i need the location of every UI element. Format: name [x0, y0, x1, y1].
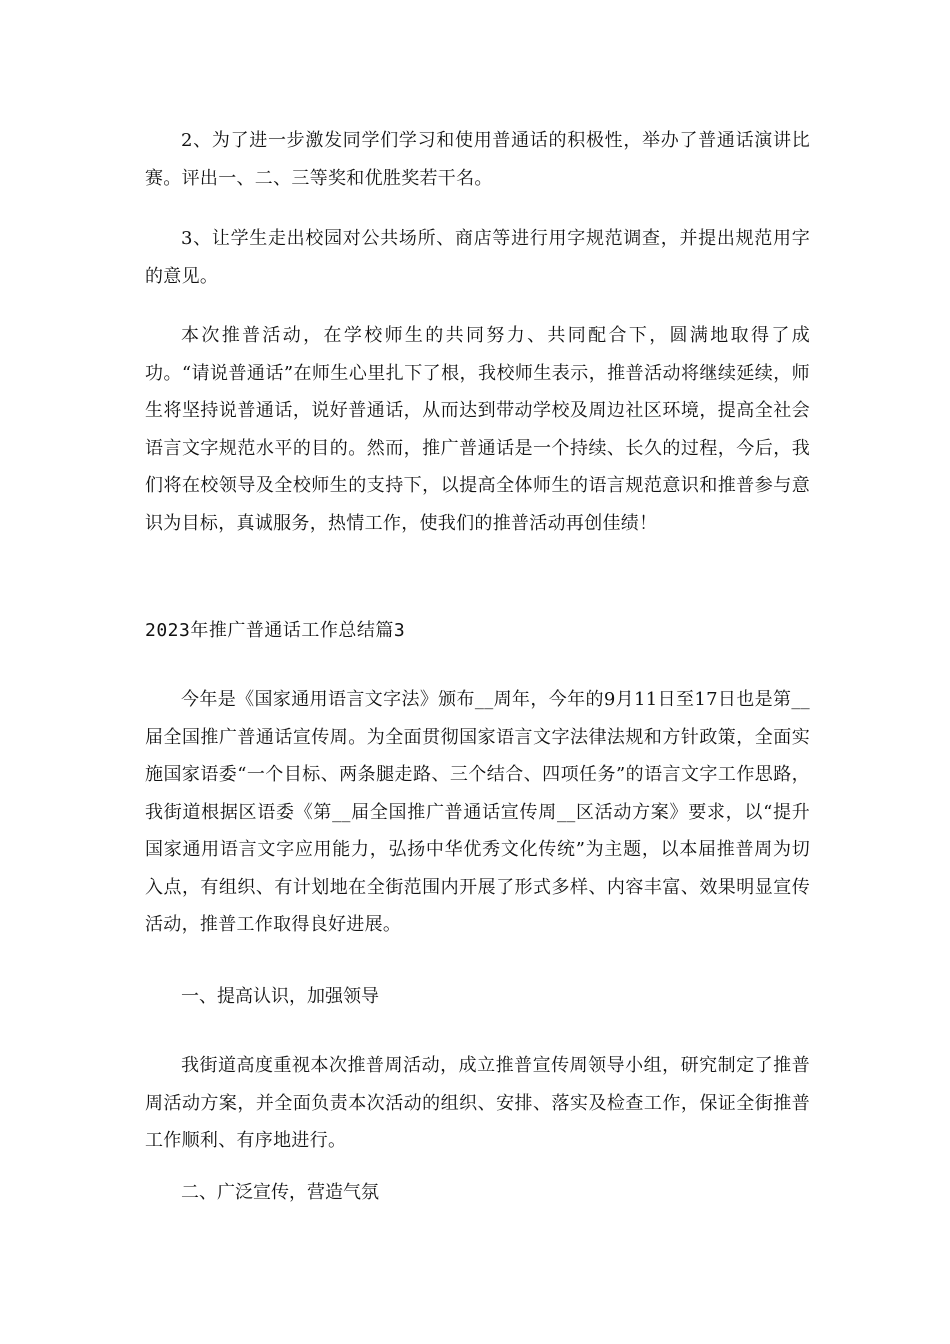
section-title: 2023年推广普通话工作总结篇3 — [145, 620, 406, 641]
paragraph-intro: 今年是《国家通用语言文字法》颁布__周年，今年的9月11日至17日也是第__届全国推广普通话宣传周。为全面贯彻国家语言文字法律法规和方针政策，全面实施国家语委“一个目标、两条腿走路、三个结合、四项任务”的语言文字工作思路，我街道根据区语委《第__届全国推广普通话宣传周__区活动方案》要求，以“提升国家通用语言文字应用能力，弘扬中华优秀文化传统”为主题，以本届推普周为切入点，有组织、有计划地在全街范围内开展了形式多样、内容丰富、效果明显宣传活动，推普工作取得良好进展。 — [145, 689, 810, 935]
paragraph-item-3: 3、让学生走出校园对公共场所、商店等进行用字规范调查，并提出规范用字的意见。 — [145, 228, 810, 287]
subheading-publicity: 二、广泛宣传，营造气氛 — [181, 1182, 379, 1203]
paragraph-leadership: 我街道高度重视本次推普周活动，成立推普宣传周领导小组，研究制定了推普周活动方案，并全面负责本次活动的组织、安排、落实及检查工作，保证全街推普工作顺利、有序地进行。 — [145, 1055, 810, 1151]
paragraph-summary: 本次推普活动，在学校师生的共同努力、共同配合下，圆满地取得了成功。“请说普通话”在师生心里扎下了根，我校师生表示，推普活动将继续延续，师生将坚持说普通话，说好普通话，从而达到带动学校及周边社区环境，提高全社会语言文字规范水平的目的。然而，推广普通话是一个持续、长久的过程，今后，我们将在校领导及全校师生的支持下，以提高全体师生的语言规范意识和推普参与意识为目标，真诚服务，热情工作，使我们的推普活动再创佳绩！ — [145, 325, 810, 534]
subheading-leadership: 一、提高认识，加强领导 — [181, 986, 379, 1007]
paragraph-item-2: 2、为了进一步激发同学们学习和使用普通话的积极性，举办了普通话演讲比赛。评出一、二、三等奖和优胜奖若干名。 — [145, 130, 810, 189]
